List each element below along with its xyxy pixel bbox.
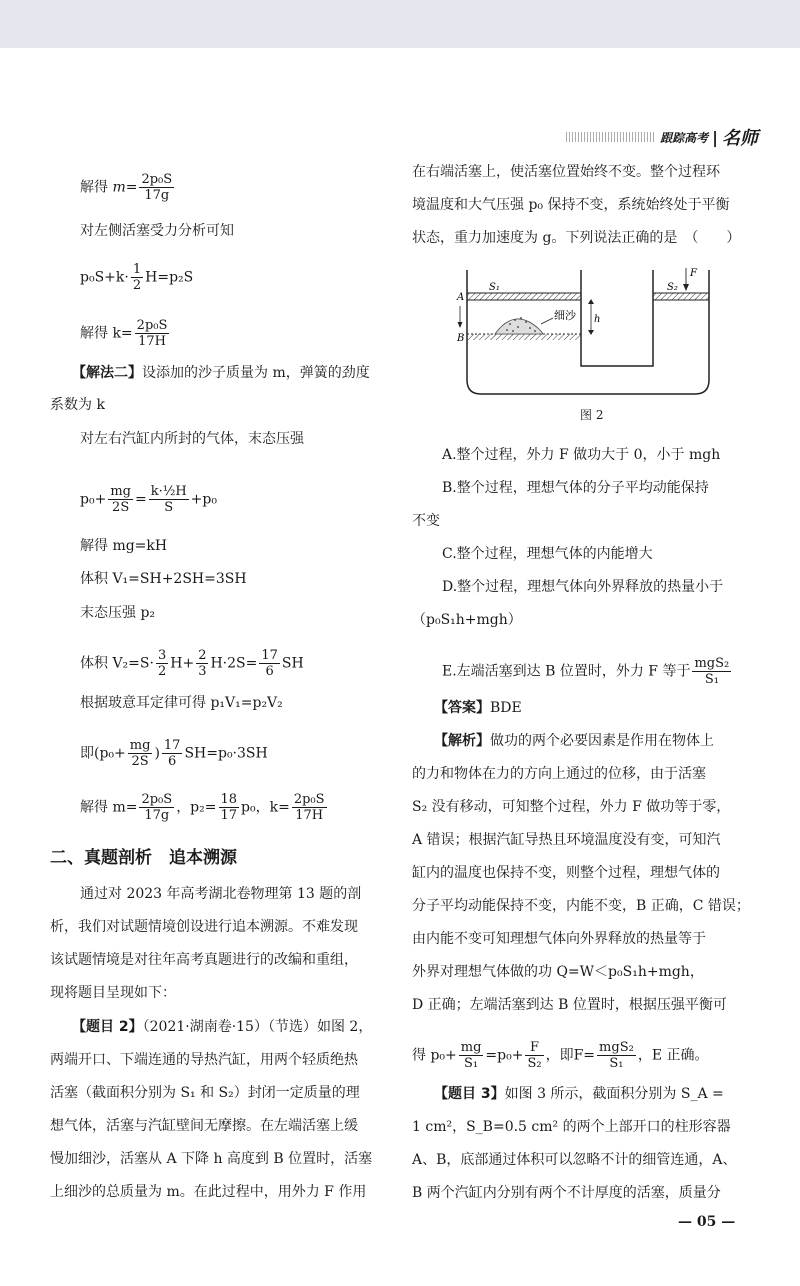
header-stripes: [566, 132, 656, 142]
option-d-cont: （p₀S₁h+mgh）: [412, 612, 522, 628]
section-heading: 二、真题剖析 追本溯源: [50, 848, 237, 868]
eq-m: 解得 m= $\frac{\text{2p₀S}}{17g}$: [80, 172, 173, 203]
inner-wall: [581, 270, 653, 366]
cylinder-diagram: [455, 262, 725, 402]
header-divider: |: [712, 127, 718, 147]
paragraph-line: 缸内的温度也保持不变，则整个过程，理想气体的: [412, 865, 720, 881]
option-d: D.整个过程，理想气体向外界释放的热量小于: [442, 579, 724, 595]
option-e: E.左端活塞到达 B 位置时，外力 F 等于 $\frac{\text{mgS₂}}{\text{S₁}}$: [442, 656, 730, 687]
label-s1: S₁: [489, 282, 500, 293]
running-header: [566, 124, 758, 150]
paragraph-line: S₂ 没有移动，可知整个过程，外力 F 做功等于零，: [412, 799, 731, 815]
paragraph-line: 两端开口、下端连通的导热汽缸，用两个轻质绝热: [50, 1052, 358, 1068]
paragraph-line: D 正确；左端活塞到达 B 位置时，根据压强平衡可: [412, 997, 727, 1013]
paragraph-line: 的力和物体在力的方向上通过的位移，由于活塞: [412, 766, 706, 782]
eq-force: p₀S+k· $\frac{1}{2}$ H=p₂S: [80, 262, 194, 293]
top-band: [0, 0, 800, 48]
paragraph-line: 上细沙的总质量为 m。在此过程中，用外力 F 作用: [50, 1184, 367, 1200]
answer: 【答案】BDE: [434, 700, 522, 716]
piston-s2: [653, 293, 709, 300]
paragraph-line: 析，我们对试题情境创设进行追本溯源。不难发现: [50, 919, 358, 935]
eq-boyle: 即(p₀+ $\frac{mg}{2S}$ ) $\frac{17}{6}$ SH=p₀·3SH: [80, 738, 268, 769]
page-number: — 05 —: [678, 1214, 736, 1230]
paragraph-line: 1 cm²，S_B=0.5 cm² 的两个上部开口的柱形容器: [412, 1119, 731, 1135]
option-c: C.整个过程，理想气体的内能增大: [442, 546, 653, 562]
text-line: 根据玻意耳定律可得 p₁V₁=p₂V₂: [80, 695, 283, 711]
explanation-title: 【解析】做功的两个必要因素是作用在物体上: [434, 733, 714, 749]
method-two: 【解法二】设添加的沙子质量为 m，弹簧的劲度: [72, 365, 370, 381]
label-a: A: [457, 292, 465, 303]
question-3-title: 【题目 3】如图 3 所示，截面积分别为 S_A =: [434, 1086, 724, 1102]
option-a: A.整个过程，外力 F 做功大于 0，小于 mgh: [442, 447, 721, 463]
paragraph-line: 该试题情境是对往年高考真题进行的改编和重组，: [50, 952, 358, 968]
label-b: B: [457, 333, 465, 344]
eq-pressure: p₀+ $\frac{mg}{2S}$ = $\frac{\text{k·½H}}{S}$ +p₀: [80, 484, 217, 515]
text-line: 解得 mg=kH: [80, 538, 168, 554]
paragraph-line: B 两个汽缸内分别有两个不计厚度的活塞，质量分: [412, 1185, 721, 1201]
eq-k: 解得 k= $\frac{\text{2p₀S}}{17H}$: [80, 318, 168, 349]
paragraph-line: 外界对理想气体做的功 Q=W＜p₀S₁h+mgh，: [412, 964, 704, 980]
header-brand: 名师: [722, 128, 758, 149]
sand-label: 细沙: [554, 309, 576, 322]
question-2-title: 【题目 2】（2021·湖南卷·15）（节选）如图 2，: [72, 1019, 373, 1035]
eq-results: 解得 m= $\frac{\text{2p₀S}}{17g}$ ，p₂= $\frac{18}{17}$ p₀，k= $\frac{\text{2p₀S}}{17H}$: [80, 792, 325, 823]
label-f: F: [690, 268, 697, 279]
sand-pile: [495, 319, 543, 334]
eq-pressure-balance: 得 p₀+ $\frac{mg}{\text{S₁}}$ =p₀+ $\frac{F}{\text{S₂}}$ ，即F= $\frac{\text{mgS₂}}{\text{S₁}}$ ，E 正确。: [412, 1040, 709, 1071]
option-b-cont: 不变: [412, 513, 440, 529]
label-s2: S₂: [667, 282, 678, 293]
paragraph-line: 活塞（截面积分别为 S₁ 和 S₂）封闭一定质量的理: [50, 1085, 360, 1101]
h-label: h: [594, 314, 601, 325]
text-line: 体积 V₁=SH+2SH=3SH: [80, 571, 247, 587]
paragraph-line: 状态，重力加速度为 g。下列说法正确的是 （ ）: [412, 230, 741, 246]
paragraph-line: 境温度和大气压强 p₀ 保持不变，系统始终处于平衡: [412, 197, 730, 213]
paragraph-line: 在右端活塞上，使活塞位置始终不变。整个过程环: [412, 164, 720, 180]
paragraph-line: A、B，底部通过体积可以忽略不计的细管连通，A、: [412, 1152, 737, 1168]
paragraph-line: 分子平均动能保持不变，内能不变，B 正确，C 错误；: [412, 898, 750, 914]
eq-v2: 体积 V₂=S· $\frac{3}{2}$ H+ $\frac{2}{3}$ H·2S= $\frac{17}{6}$ SH: [80, 648, 304, 679]
paragraph-line: A 错误；根据汽缸导热且环境温度没有变，可知汽: [412, 832, 721, 848]
paragraph-line: 想气体，活塞与汽缸壁间无摩擦。在左端活塞上缓: [50, 1118, 358, 1134]
piston-a: [467, 293, 581, 300]
option-b: B.整个过程，理想气体的分子平均动能保持: [442, 480, 709, 496]
figure-caption: 图 2: [580, 408, 604, 422]
text-line: 对左侧活塞受力分析可知: [80, 223, 234, 239]
sand-leader: [541, 318, 553, 324]
paragraph-line: 慢加细沙，活塞从 A 下降 h 高度到 B 位置时，活塞: [50, 1151, 373, 1167]
header-series: 跟踪高考: [660, 130, 709, 145]
paragraph-line: 由内能不变可知理想气体向外界释放的热量等于: [412, 931, 706, 947]
text-line: 末态压强 p₂: [80, 605, 156, 621]
text-line: 对左右汽缸内所封的气体，末态压强: [80, 431, 304, 447]
position-b-band: [467, 334, 581, 340]
paragraph-line: 现将题目呈现如下：: [50, 985, 176, 1001]
text-line: 系数为 k: [50, 397, 105, 413]
paragraph-line: 通过对 2023 年高考湖北卷物理第 13 题的剖: [80, 886, 362, 902]
